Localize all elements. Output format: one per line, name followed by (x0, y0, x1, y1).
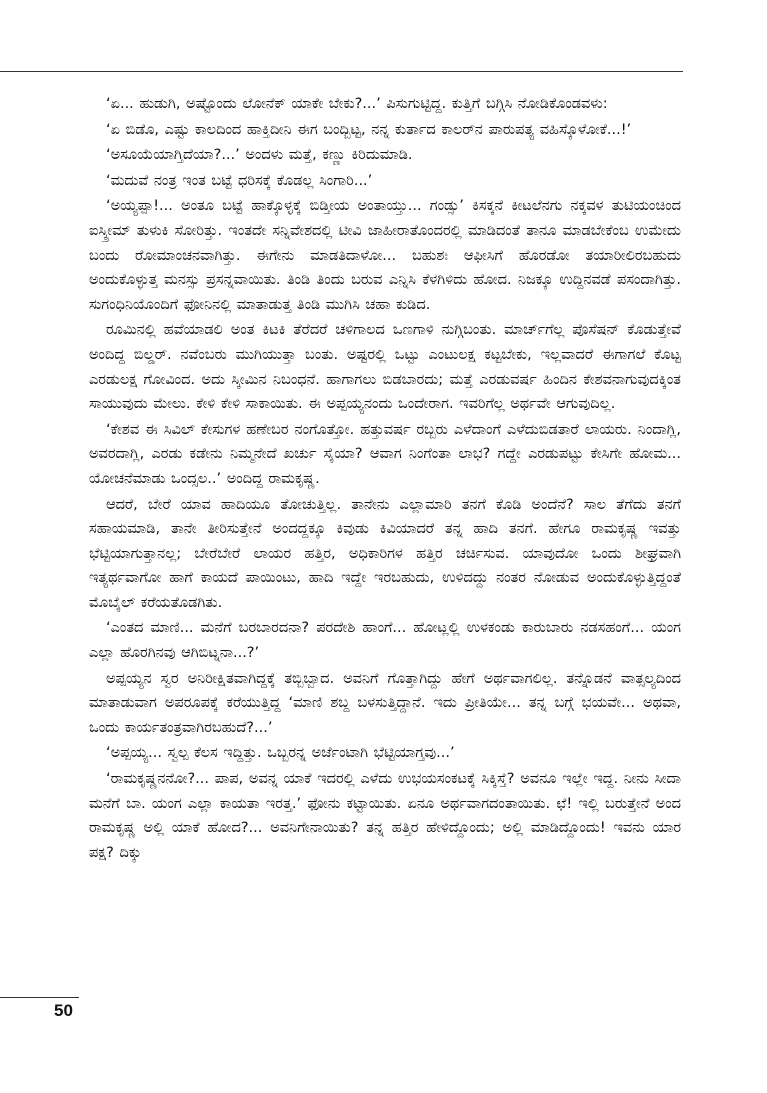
paragraph: ಅಪ್ಪಯ್ಯನ ಸ್ವರ ಅನಿರೀಕ್ಷಿತವಾಗಿದ್ದಕ್ಕೆ ತಬ್ಬಿಬ್ಬಾದ. ಅವನಿಗೆ ಗೊತ್ತಾಗಿದ್ದು ಹೇಗೆ ಅರ್ಥವಾಗಲಿಲ್ಲ. ತನ್ನೊಡನೆ ವಾತ್ಸಲ್ಯದಿಂದ ಮಾತಾಡುವಾಗ ಅಪರೂಪಕ್ಕೆ ಕರೆಯುತ್ತಿದ್ದ ‘ಮಾಣಿ ಶಬ್ದ ಬಳಸುತ್ತಿದ್ದಾನೆ. ಇದು ಪ್ರೀತಿಯೇ... ತನ್ನ ಬಗ್ಗೆ ಭಯವೇ... ಅಥವಾ, ಒಂದು ಕಾರ್ಯತಂತ್ರವಾಗಿರಬಹುದೆ?...’ (89, 670, 681, 736)
paragraph: ರೂಮಿನಲ್ಲಿ ಹವೆಯಾಡಲಿ ಅಂತ ಕಿಟಕಿ ತೆರೆದರೆ ಚಳಿಗಾಲದ ಒಣಗಾಳಿ ನುಗ್ಗಿಬಂತು. ಮಾರ್ಚ್‌ಗೆಲ್ಲ ಪೊಸೆಷನ್ ಕೊಡುತ್ತೇವೆ ಅಂದಿದ್ದ ಬಿಲ್ಡರ್. ನವೆಂಬರು ಮುಗಿಯುತ್ತಾ ಬಂತು. ಅಷ್ಟರಲ್ಲಿ ಒಟ್ಟು ಎಂಟುಲಕ್ಷ ಕಟ್ಟಬೇಕು, ಇಲ್ಲವಾದರೆ ಈಗಾಗಲೆ ಕೊಟ್ಟ ಎರಡುಲಕ್ಷ ಗೋವಿಂದ. ಅದು ಸ್ಕೀಮಿನ ನಿಬಂಧನೆ. ಹಾಗಾಗಲು ಬಿಡಬಾರದು; ಮತ್ತೆ ಎರಡುವರ್ಷ ಹಿಂದಿನ ಕೇಶವನಾಗುವುದಕ್ಕಿಂತ ಸಾಯುವುದು ಮೇಲು. ಕೇಳಿ ಕೇಳಿ ಸಾಕಾಯಿತು. ಈ ಅಪ್ಪಯ್ಯನಂದು ಒಂದೇರಾಗ. ಇವರಿಗೆಲ್ಲ ಅರ್ಥವೇ ಆಗುವುದಿಲ್ಲ. (89, 322, 681, 413)
page-body (89, 92, 681, 866)
paragraph: ‘ಮದುವೆ ನಂತ್ರ ಇಂತ ಬಟ್ಟೆ ಧರಿಸಕ್ಕೆ ಕೊಡಲ್ಲ ಸಿಂಗಾರಿ...’ (106, 172, 373, 189)
paragraph: ‘ಅಯ್ಯಪ್ಪಾ!... ಅಂತೂ ಬಟ್ಟೆ ಹಾಕ್ಕೊಳ್ಳಕ್ಕೆ ಬಿಡ್ತೀಯ ಅಂತಾಯ್ತು... ಗಂಡ್ಸು’ ಕಿಸಕ್ಕನೆ ಕೀಟಲೆನಗು ನಕ್ಕವಳ ತುಟಿಯಂಚಿಂದ ಐಸ್ಕ್ರೀಮ್ ತುಳುಕಿ ಸೋರಿತ್ತು. ಇಂತದೇ ಸನ್ನಿವೇಶದಲ್ಲಿ ಟೀವಿ ಜಾಹೀರಾತೊಂದರಲ್ಲಿ ಮಾಡಿದಂತೆ ತಾನೂ ಮಾಡಬೇಕೆಂಬ ಉಮೇದು ಬಂದು ರೋಮಾಂಚನವಾಗಿತ್ತು. ಈಗೇನು ಮಾಡತಿದಾಳೋ... ಬಹುಶಃ ಆಫೀಸಿಗೆ ಹೊರಡೋ ತಯಾರೀಲಿರಬಹುದು ಅಂದುಕೊಳ್ಳುತ್ತ ಮನಸ್ಸು ಪ್ರಸನ್ನವಾಯಿತು. ತಿಂಡಿ ತಿಂದು ಬರುವ ಎನ್ನಿಸಿ ಕೆಳಗಿಳಿದು ಹೋದ. ನಿಜಕ್ಕೂ ಉದ್ದಿನವಡೆ ಪಸಂದಾಗಿತ್ತು. ಸುಗಂಧಿನಿಯೊಂದಿಗೆ ಫೋನಿನಲ್ಲಿ ಮಾತಾಡುತ್ತ ತಿಂಡಿ ಮುಗಿಸಿ ಚಹಾ ಕುಡಿದ. (89, 198, 681, 313)
paragraph: ‘ಕೇಶವ ಈ ಸಿವಿಲ್ ಕೇಸುಗಳ ಹಣೇಬರ ನಂಗೊತ್ತೋ. ಹತ್ತುವರ್ಷ ರಬ್ಬರು ಎಳೆದಾಂಗೆ ಎಳೆದುಬಿಡತಾರೆ ಲಾಯರು. ನಿಂದಾಗ್ಲಿ, ಅವರದಾಗ್ಲಿ, ಎರಡು ಕಡೇನು ನಿಮ್ಮನೇದೆ ಖರ್ಚು ಸೈಯಾ? ಆವಾಗ ನಿಂಗೆಂತಾ ಲಾಭ? ಗದ್ದೇ ಎರಡುಪಟ್ಟು ಕೇಸಿಗೇ ಹೋಮ... ಯೋಚನೆಮಾಡು ಒಂದ್ಸಲ..’ ಅಂದಿದ್ದ ರಾಮಕೃಷ್ಣ. (89, 421, 681, 487)
paragraph: ‘ರಾಮಕೃಷ್ಣನನೋ?... ಪಾಪ, ಅವನ್ನ ಯಾಕೆ ಇದರಲ್ಲಿ ಎಳೆದು ಉಭಯಸಂಕಟಕ್ಕೆ ಸಿಕ್ಕಿಸ್ತೆ? ಅವನೂ ಇಲ್ಲೇ ಇದ್ದ. ನೀನು ಸೀದಾ ಮನೆಗೆ ಬಾ. ಯಂಗ ಎಲ್ಲಾ ಕಾಯತಾ ಇರತ್ತ.’ ಫೋನು ಕಟ್ಟಾಯಿತು. ಏನೂ ಅರ್ಥವಾಗದಂತಾಯಿತು. ಛೆ! ಇಲ್ಲಿ ಬರುತ್ತೇನೆ ಅಂದ ರಾಮಕೃಷ್ಣ ಅಲ್ಲಿ ಯಾಕೆ ಹೋದ?... ಅವನಿಗೇನಾಯಿತು? ತನ್ನ ಹತ್ತಿರ ಹೇಳಿದ್ದೊಂದು; ಅಲ್ಲಿ ಮಾಡಿದ್ದೊಂದು! ಇವನು ಯಾರ ಪಕ್ಷ? ದಿಕ್ಕು (89, 771, 681, 861)
top-rule (0, 71, 683, 72)
paragraph: ‘ಎಂತದ ಮಾಣಿ... ಮನೆಗೆ ಬರಬಾರದನಾ? ಪರದೇಶಿ ಹಾಂಗೆ... ಹೋಟ್ಲಲ್ಲಿ ಉಳಕಂಡು ಕಾರುಬಾರು ನಡಸಹಂಗೆ... ಯಂಗ ಎಲ್ಲಾ ಹೊರಗಿನವು ಆಗಿಬಿಟ್ನನಾ...?’ (89, 620, 681, 662)
paragraph: ‘ಏ ಬಿಡೊ, ಎಷ್ಟು ಕಾಲದಿಂದ ಹಾಕ್ತಿದೀನಿ ಈಗ ಬಂದ್ಬಿಟ್ಟ, ನನ್ನ ಕುರ್ತಾದ ಕಾಲರ್‌ನ ಪಾರುಪತ್ಯ ವಹಿಸ್ಕೊಳೋಕೆ...!’ (106, 121, 632, 138)
paragraph: ‘ಅಪ್ಪಯ್ಯ... ಸ್ವಲ್ಪ ಕೆಲಸ ಇದ್ದಿತ್ತು. ಒಬ್ಬರನ್ನ ಅರ್ಜೆಂಟಾಗಿ ಭೆಟ್ಟಿಯಾಗ್ತವು...’ (106, 745, 455, 762)
footer-rule (0, 997, 79, 998)
page-number: 50 (54, 1001, 73, 1020)
paragraph: ‘ಏ... ಹುಡುಗಿ, ಅಷ್ಟೊಂದು ಲೋನೆಕ್ ಯಾಕೇ ಬೇಕು?...’ ಪಿಸುಗುಟ್ಟಿದ್ದ. ಕುತ್ತಿಗೆ ಬಗ್ಗಿಸಿ ನೋಡಿಕೊಂಡವಳು: (106, 96, 608, 112)
paragraph: ‘ಅಸೂಯೆಯಾಗ್ತಿದೆಯಾ?...’ ಅಂದಳು ಮತ್ತೆ, ಕಣ್ಣು ಕಿರಿದುಮಾಡಿ. (106, 147, 413, 164)
paragraph: ಆದರೆ, ಬೇರೆ ಯಾವ ಹಾದಿಯೂ ತೋಚುತ್ತಿಲ್ಲ. ತಾನೇನು ಎಲ್ಲಾಮಾರಿ ತನಗೆ ಕೊಡಿ ಅಂದೆನೆ? ಸಾಲ ತೆಗೆದು ತನಗೆ ಸಹಾಯಮಾಡಿ, ತಾನೇ ತೀರಿಸುತ್ತೇನೆ ಅಂದದ್ದಕ್ಕೂ ಕಿವುಡು ಕಿವಿಯಾದರೆ ತನ್ನ ಹಾದಿ ತನಗೆ. ಹೇಗೂ ರಾಮಕೃಷ್ಣ ಇವತ್ತು ಭೆಟ್ಟಿಯಾಗುತ್ತಾನಲ್ಲ; ಬೇರೆಬೇರೆ ಲಾಯರ ಹತ್ತಿರ, ಅಧಿಕಾರಿಗಳ ಹತ್ತಿರ ಚರ್ಚಿಸುವ. ಯಾವುದೋ ಒಂದು ಶೀಘ್ರವಾಗಿ ಇತ್ಯರ್ಥವಾಗೋ ಹಾಗೆ ಕಾಯದೆ ಪಾಯಿಂಟು, ಹಾದಿ ಇದ್ದೇ ಇರಬಹುದು, ಉಳಿದದ್ದು ನಂತರ ನೋಡುವ ಅಂದುಕೊಳ್ಳುತ್ತಿದ್ದಂತೆ ಮೊಬೈಲ್ ಕರೆಯತೊಡಗಿತು. (89, 496, 681, 611)
